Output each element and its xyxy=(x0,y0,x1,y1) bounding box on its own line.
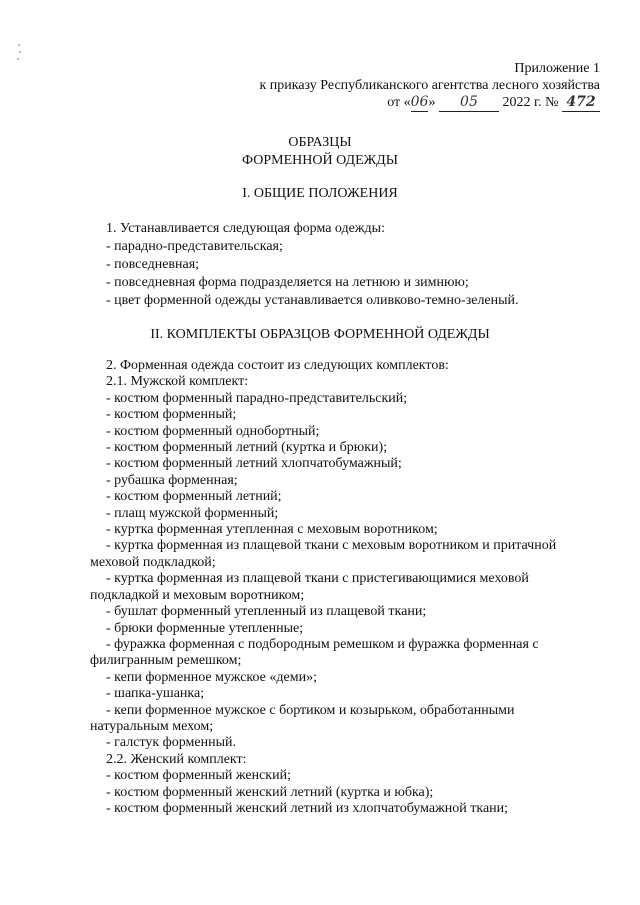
document-subtitle: ФОРМЕННОЙ ОДЕЖДЫ xyxy=(242,153,398,168)
list-item: - костюм форменный женский летний (куртка и юбка); xyxy=(106,784,434,800)
list-item: - рубашка форменная; xyxy=(106,472,238,488)
handwritten-month: 05 xyxy=(439,94,499,112)
list-item-continuation: натуральным мехом; xyxy=(90,718,214,734)
subheading: 2.2. Женский комплект: xyxy=(106,751,247,767)
document-title: ОБРАЗЦЫ xyxy=(288,135,352,150)
list-item: - куртка форменная из плащевой ткани с меховым воротником и притачной xyxy=(106,538,557,554)
list-item: - шапка-ушанка; xyxy=(106,686,205,702)
appendix-label: Приложение 1 xyxy=(514,61,600,76)
list-item: - повседневная форма подразделяется на летнюю и зимнюю; xyxy=(106,275,469,290)
list-item: - кепи форменное мужское с бортиком и козырьком, обработанными xyxy=(106,702,515,718)
order-date-line: от «06» 05 2022 г. № 472 xyxy=(259,94,600,112)
list-item: - куртка форменная утепленная с меховым воротником; xyxy=(106,522,438,538)
list-item: - костюм форменный летний; xyxy=(106,489,282,505)
appendix-header xyxy=(259,60,600,112)
list-item: - костюм форменный однобортный; xyxy=(106,423,320,439)
list-item: - галстук форменный. xyxy=(106,735,236,751)
list-item: - фуражка форменная с подбородным ремешком и фуражка форменная с xyxy=(106,636,539,652)
list-item-continuation: меховой подкладкой; xyxy=(90,554,216,570)
general-provisions-list xyxy=(106,220,519,310)
list-item: - костюм форменный летний хлопчатобумажный; xyxy=(106,456,402,472)
list-item: - костюм форменный женский летний из хлопчатобумажной ткани; xyxy=(106,800,509,816)
list-item: - парадно-представительская; xyxy=(106,239,283,254)
list-item: - костюм форменный; xyxy=(106,407,237,423)
list-item-continuation: подкладкой и меховым воротником; xyxy=(90,587,305,603)
list-item: - кепи форменное мужское «деми»; xyxy=(106,669,317,685)
order-reference: к приказу Республиканского агентства лесного хозяйства xyxy=(259,78,600,93)
list-item: - повседневная; xyxy=(106,257,200,272)
list-item: - плащ мужской форменный; xyxy=(106,505,279,521)
list-item: 1. Устанавливается следующая форма одежды: xyxy=(106,221,385,236)
section-heading: II. КОМПЛЕКТЫ ОБРАЗЦОВ ФОРМЕННОЙ ОДЕЖДЫ xyxy=(150,327,490,342)
scan-margin-mark xyxy=(16,42,22,64)
handwritten-order-number: 472 xyxy=(562,94,600,112)
list-item: - цвет форменной одежды устанавливается оливково-темно-зеленый. xyxy=(106,293,519,308)
handwritten-day: 06 xyxy=(410,94,429,110)
paragraph: 2. Форменная одежда состоит из следующих комплектов: xyxy=(106,358,449,373)
list-item-continuation: филигранным ремешком; xyxy=(90,653,242,669)
subheading: 2.1. Мужской комплект: xyxy=(106,374,249,390)
list-item: - брюки форменные утепленные; xyxy=(106,620,304,636)
uniform-sets-text xyxy=(90,358,598,817)
list-item: - куртка форменная из плащевой ткани с пристегивающимися меховой xyxy=(106,571,529,587)
section-heading: I. ОБЩИЕ ПОЛОЖЕНИЯ xyxy=(242,186,398,201)
list-item: - бушлат форменный утепленный из плащевой ткани; xyxy=(106,604,427,620)
list-item: - костюм форменный летний (куртка и брюки); xyxy=(106,440,388,456)
list-item: - костюм форменный парадно-представительский; xyxy=(106,390,408,406)
list-item: - костюм форменный женский; xyxy=(106,768,291,784)
